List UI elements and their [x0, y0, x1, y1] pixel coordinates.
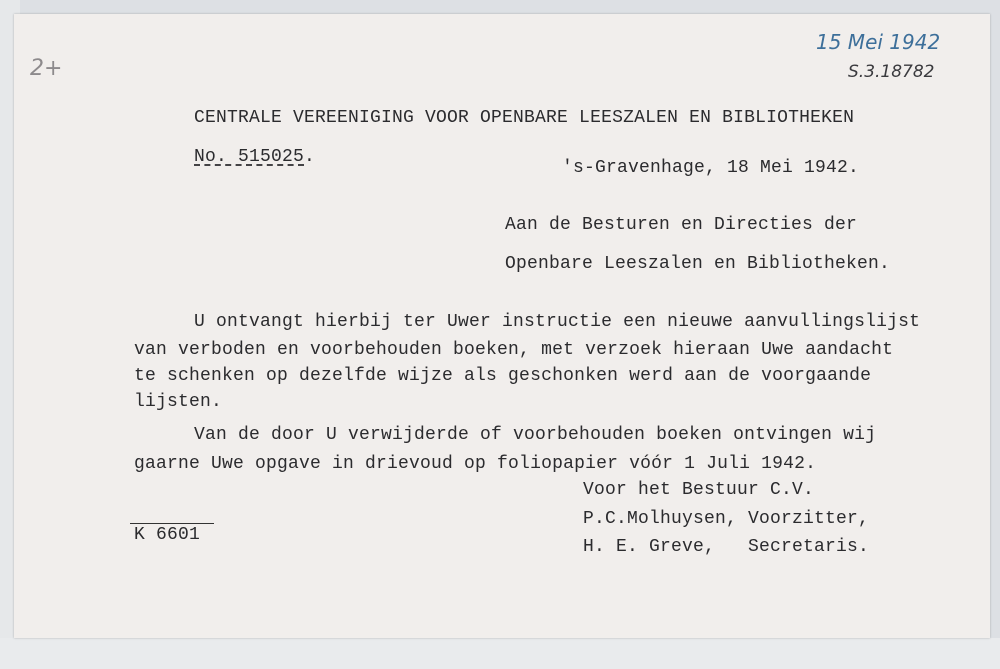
place-date: 's-Gravenhage, 18 Mei 1942. — [562, 158, 860, 178]
letter-number-dot: . — [304, 147, 316, 167]
scan-background-bottom — [0, 638, 1000, 669]
body-line: Van de door U verwijderde of voorbehouden boeken ontvingen wij — [194, 425, 877, 445]
recipient-line-2: Openbare Leeszalen en Bibliotheken. — [505, 254, 891, 274]
body-line: gaarne Uwe opgave in drievoud op foliopapier vóór 1 Juli 1942. — [134, 454, 817, 474]
handwritten-reference-note: S.3.18782 — [848, 62, 935, 82]
organization-heading: CENTRALE VEREENIGING VOOR OPENBARE LEESZALEN EN BIBLIOTHEKEN — [194, 108, 855, 128]
body-line: lijsten. — [134, 392, 223, 412]
body-line: te schenken op dezelfde wijze als geschonken werd aan de voorgaande — [134, 366, 872, 386]
margin-pencil-mark: 2+ — [30, 56, 63, 81]
signature-line-2: P.C.Molhuysen, Voorzitter, — [583, 509, 870, 529]
body-line: U ontvangt hierbij ter Uwer instructie een nieuwe aanvullingslijst — [194, 312, 921, 332]
letter-number-value: No. 515025 — [194, 147, 305, 167]
recipient-line-1: Aan de Besturen en Directies der — [505, 215, 858, 235]
signature-line-3: H. E. Greve, Secretaris. — [583, 537, 870, 557]
reference-code: K 6601 — [134, 525, 201, 545]
body-line: van verboden en voorbehouden boeken, met verzoek hieraan Uwe aandacht — [134, 340, 894, 360]
handwritten-date-note: 15 Mei 1942 — [816, 30, 941, 54]
reference-rule — [130, 523, 214, 524]
signature-line-1: Voor het Bestuur C.V. — [583, 480, 815, 500]
letter-number — [194, 147, 315, 167]
